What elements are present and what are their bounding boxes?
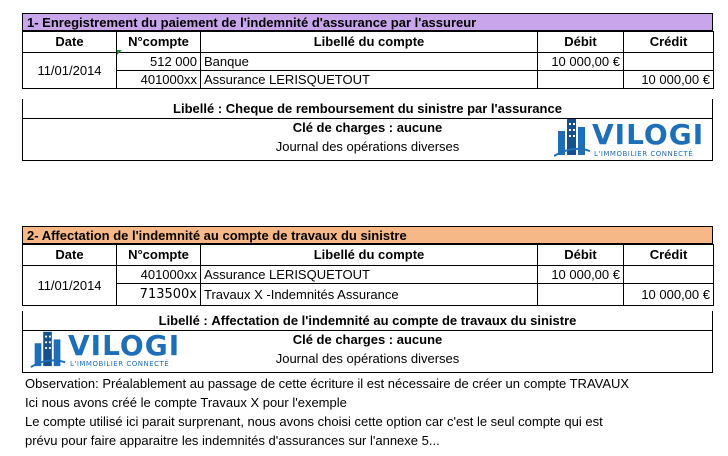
col-header-account: N°compte — [117, 245, 201, 266]
journal-name: Journal des opérations diverses — [275, 351, 460, 366]
logo-word: VILOGI — [68, 329, 181, 362]
account-number: 401000xx — [117, 71, 201, 89]
col-header-credit: Crédit — [624, 32, 714, 53]
credit-amount: 10 000,00 € — [624, 284, 714, 306]
section-2-entry-table — [22, 244, 714, 306]
table-row — [23, 284, 714, 306]
section-1 — [22, 13, 713, 163]
charges-value: aucune — [396, 120, 443, 135]
account-number: 401000xx — [117, 266, 201, 284]
entry-date: 11/01/2014 — [23, 266, 117, 306]
observation-line: Observation: Préalablement au passage de cette écriture il est nécessaire de créer un compte TRAVAUX — [25, 376, 630, 391]
section-2-title: 2- Affectation de l'indemnité au compte de travaux du sinistre — [22, 226, 713, 244]
libelle-value: Cheque de remboursement du sinistre par l'assurance — [225, 101, 562, 116]
libelle-key: Libellé : — [158, 313, 208, 328]
credit-amount: 10 000,00 € — [624, 71, 714, 89]
table-header-row — [23, 32, 714, 53]
buildings-icon — [30, 328, 66, 368]
logo-word: VILOGI — [592, 118, 705, 151]
col-header-date: Date — [23, 245, 117, 266]
table-row — [23, 53, 714, 71]
account-label: Banque — [201, 53, 538, 71]
debit-amount — [538, 284, 624, 306]
debit-amount: 10 000,00 € — [538, 266, 624, 284]
col-header-credit: Crédit — [624, 245, 714, 266]
charges-key: Clé de charges : — [292, 332, 394, 347]
col-header-date: Date — [23, 32, 117, 53]
journal-name: Journal des opérations diverses — [275, 139, 460, 154]
section-2 — [22, 226, 713, 374]
table-header-row — [23, 245, 714, 266]
col-header-account: N°compte — [117, 32, 201, 53]
col-header-label: Libellé du compte — [201, 245, 538, 266]
credit-amount — [624, 266, 714, 284]
section-1-entry-table — [22, 31, 714, 89]
observation-line: prévu pour faire apparaitre les indemnités d'assurances sur l'annexe 5... — [25, 433, 440, 448]
libelle-key: Libellé : — [173, 101, 223, 116]
logo-tagline: L'IMMOBILIER CONNECTÉ — [594, 150, 694, 158]
vilogi-logo — [30, 326, 180, 372]
observation-line: Le compte utilisé ici parait surprenant, nous avons choisi cette option car c'est le seul compte qui est — [25, 414, 603, 429]
col-header-debit: Débit — [538, 245, 624, 266]
libelle-value: Affectation de l'indemnité au compte de travaux du sinistre — [211, 313, 577, 328]
col-header-debit: Débit — [538, 32, 624, 53]
table-row — [23, 71, 714, 89]
col-header-label: Libellé du compte — [201, 32, 538, 53]
entry-date: 11/01/2014 — [23, 53, 117, 89]
charges-value: aucune — [396, 332, 443, 347]
account-number: 713500x — [117, 284, 201, 306]
buildings-icon — [554, 115, 590, 157]
credit-amount — [624, 53, 714, 71]
debit-amount — [538, 71, 624, 89]
observation-text — [25, 374, 629, 450]
observation-line: Ici nous avons créé le compte Travaux X pour l'exemple — [25, 395, 347, 410]
table-row — [23, 266, 714, 284]
account-label: Assurance LERISQUETOUT — [201, 71, 538, 89]
account-label: Assurance LERISQUETOUT — [201, 266, 538, 284]
section-1-title: 1- Enregistrement du paiement de l'indemnité d'assurance par l'assureur — [22, 13, 713, 31]
account-label: Travaux X -Indemnités Assurance — [201, 284, 538, 306]
logo-tagline: L'IMMOBILIER CONNECTÉ — [70, 360, 170, 368]
debit-amount: 10 000,00 € — [538, 53, 624, 71]
cell-marker — [117, 50, 122, 55]
charges-key: Clé de charges : — [292, 120, 394, 135]
account-number: 512 000 — [117, 53, 201, 71]
vilogi-logo — [554, 113, 704, 161]
